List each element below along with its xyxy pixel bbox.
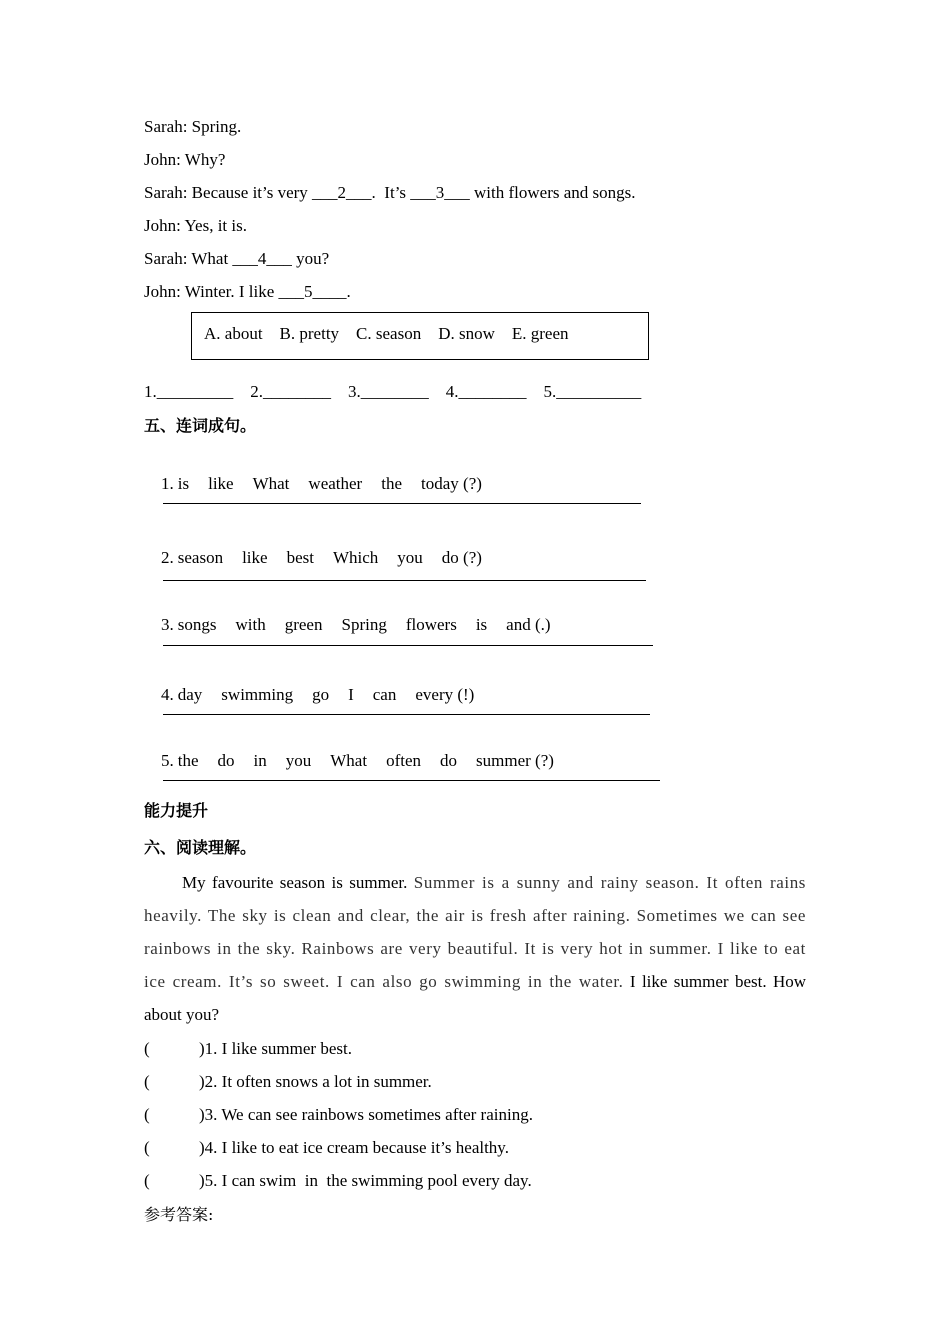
- answers-title: 参考答案:: [144, 1205, 214, 1224]
- dialogue-line: Sarah: Spring.: [144, 117, 242, 136]
- question-text: )5. I can swim in the swimming pool every day.: [199, 1171, 532, 1190]
- word: go: [312, 685, 330, 704]
- word: today (?): [421, 474, 482, 493]
- sentence-item-4: [144, 662, 474, 728]
- answer-blanks: 1._________ 2.________ 3.________ 4.________ 5.__________: [144, 382, 642, 401]
- word: like: [208, 474, 234, 493]
- sentence-item-2: [144, 525, 482, 591]
- answer-line[interactable]: [163, 780, 660, 781]
- word: swimming: [221, 685, 294, 704]
- reading-passage: [144, 866, 806, 1031]
- word: do (?): [441, 548, 482, 567]
- section-title: 五、连词成句。: [144, 416, 257, 435]
- word: you: [285, 751, 312, 770]
- word: the: [381, 474, 403, 493]
- word: do: [440, 751, 458, 770]
- answer-paren[interactable]: (: [144, 1105, 150, 1124]
- sentence-item-5: [144, 728, 554, 794]
- passage-end: I like summer best. How about you?: [144, 972, 807, 1024]
- dialogue-line: John: Winter. I like ___5____.: [144, 282, 351, 301]
- question-row: [144, 1038, 352, 1060]
- question-row: [144, 1137, 509, 1159]
- answer-paren[interactable]: (: [144, 1072, 150, 1091]
- word: often: [386, 751, 422, 770]
- question-row: [144, 1170, 532, 1192]
- word: What: [330, 751, 368, 770]
- answer-line[interactable]: [163, 580, 646, 581]
- item-number: 4.: [161, 685, 174, 704]
- question-text: )3. We can see rainbows sometimes after raining.: [199, 1105, 533, 1124]
- word: best: [286, 548, 314, 567]
- dialogue-line: John: Why?: [144, 150, 226, 169]
- question-text: )2. It often snows a lot in summer.: [199, 1072, 432, 1091]
- answer-line[interactable]: [163, 714, 650, 715]
- sentence-item-1: [144, 451, 482, 517]
- word: do: [217, 751, 235, 770]
- word: can: [372, 685, 397, 704]
- sentence-item-3: [144, 592, 551, 658]
- passage-body: Summer is a sunny and rainy season. It often rains heavily. The sky is clean and clear, the air is fresh after raining. Sometimes we can see rainbows in the sky. Rainbows are very beautiful. It is very hot in summer. I like to eat ice cream. It’s so sweet. I can also go swimming in the water.: [144, 873, 807, 991]
- answer-line[interactable]: [163, 503, 641, 504]
- word: weather: [308, 474, 363, 493]
- word-options-box: A. about B. pretty C. season D. snow E. green: [191, 312, 649, 360]
- section-title: 能力提升: [144, 801, 209, 820]
- answer-paren[interactable]: (: [144, 1039, 150, 1058]
- word: What: [252, 474, 290, 493]
- item-number: 1.: [161, 474, 174, 493]
- item-number: 2.: [161, 548, 174, 567]
- word: season: [177, 548, 224, 567]
- word: summer (?): [476, 751, 554, 770]
- question-text: )1. I like summer best.: [199, 1039, 352, 1058]
- word: green: [284, 615, 323, 634]
- word: is: [475, 615, 488, 634]
- word: in: [253, 751, 267, 770]
- answer-line[interactable]: [163, 645, 653, 646]
- word: songs: [177, 615, 217, 634]
- word: Which: [332, 548, 379, 567]
- question-row: [144, 1104, 533, 1126]
- item-number: 5.: [161, 751, 174, 770]
- word: every (!): [415, 685, 475, 704]
- word: the: [177, 751, 199, 770]
- dialogue-line: Sarah: Because it’s very ___2___. It’s ___3___ with flowers and songs.: [144, 183, 636, 202]
- word: with: [235, 615, 266, 634]
- word: and (.): [506, 615, 551, 634]
- word: you: [397, 548, 423, 567]
- answer-paren[interactable]: (: [144, 1138, 150, 1157]
- dialogue-line: Sarah: What ___4___ you?: [144, 249, 330, 268]
- item-number: 3.: [161, 615, 174, 634]
- word: is: [177, 474, 190, 493]
- word: flowers: [405, 615, 457, 634]
- section-title: 六、阅读理解。: [144, 838, 257, 857]
- answer-paren[interactable]: (: [144, 1171, 150, 1190]
- word: Spring: [341, 615, 387, 634]
- dialogue-line: John: Yes, it is.: [144, 216, 247, 235]
- word: I: [348, 685, 354, 704]
- word: day: [177, 685, 203, 704]
- passage-intro: My favourite season is summer.: [182, 873, 408, 892]
- question-row: [144, 1071, 432, 1093]
- question-text: )4. I like to eat ice cream because it’s healthy.: [199, 1138, 509, 1157]
- word: like: [242, 548, 268, 567]
